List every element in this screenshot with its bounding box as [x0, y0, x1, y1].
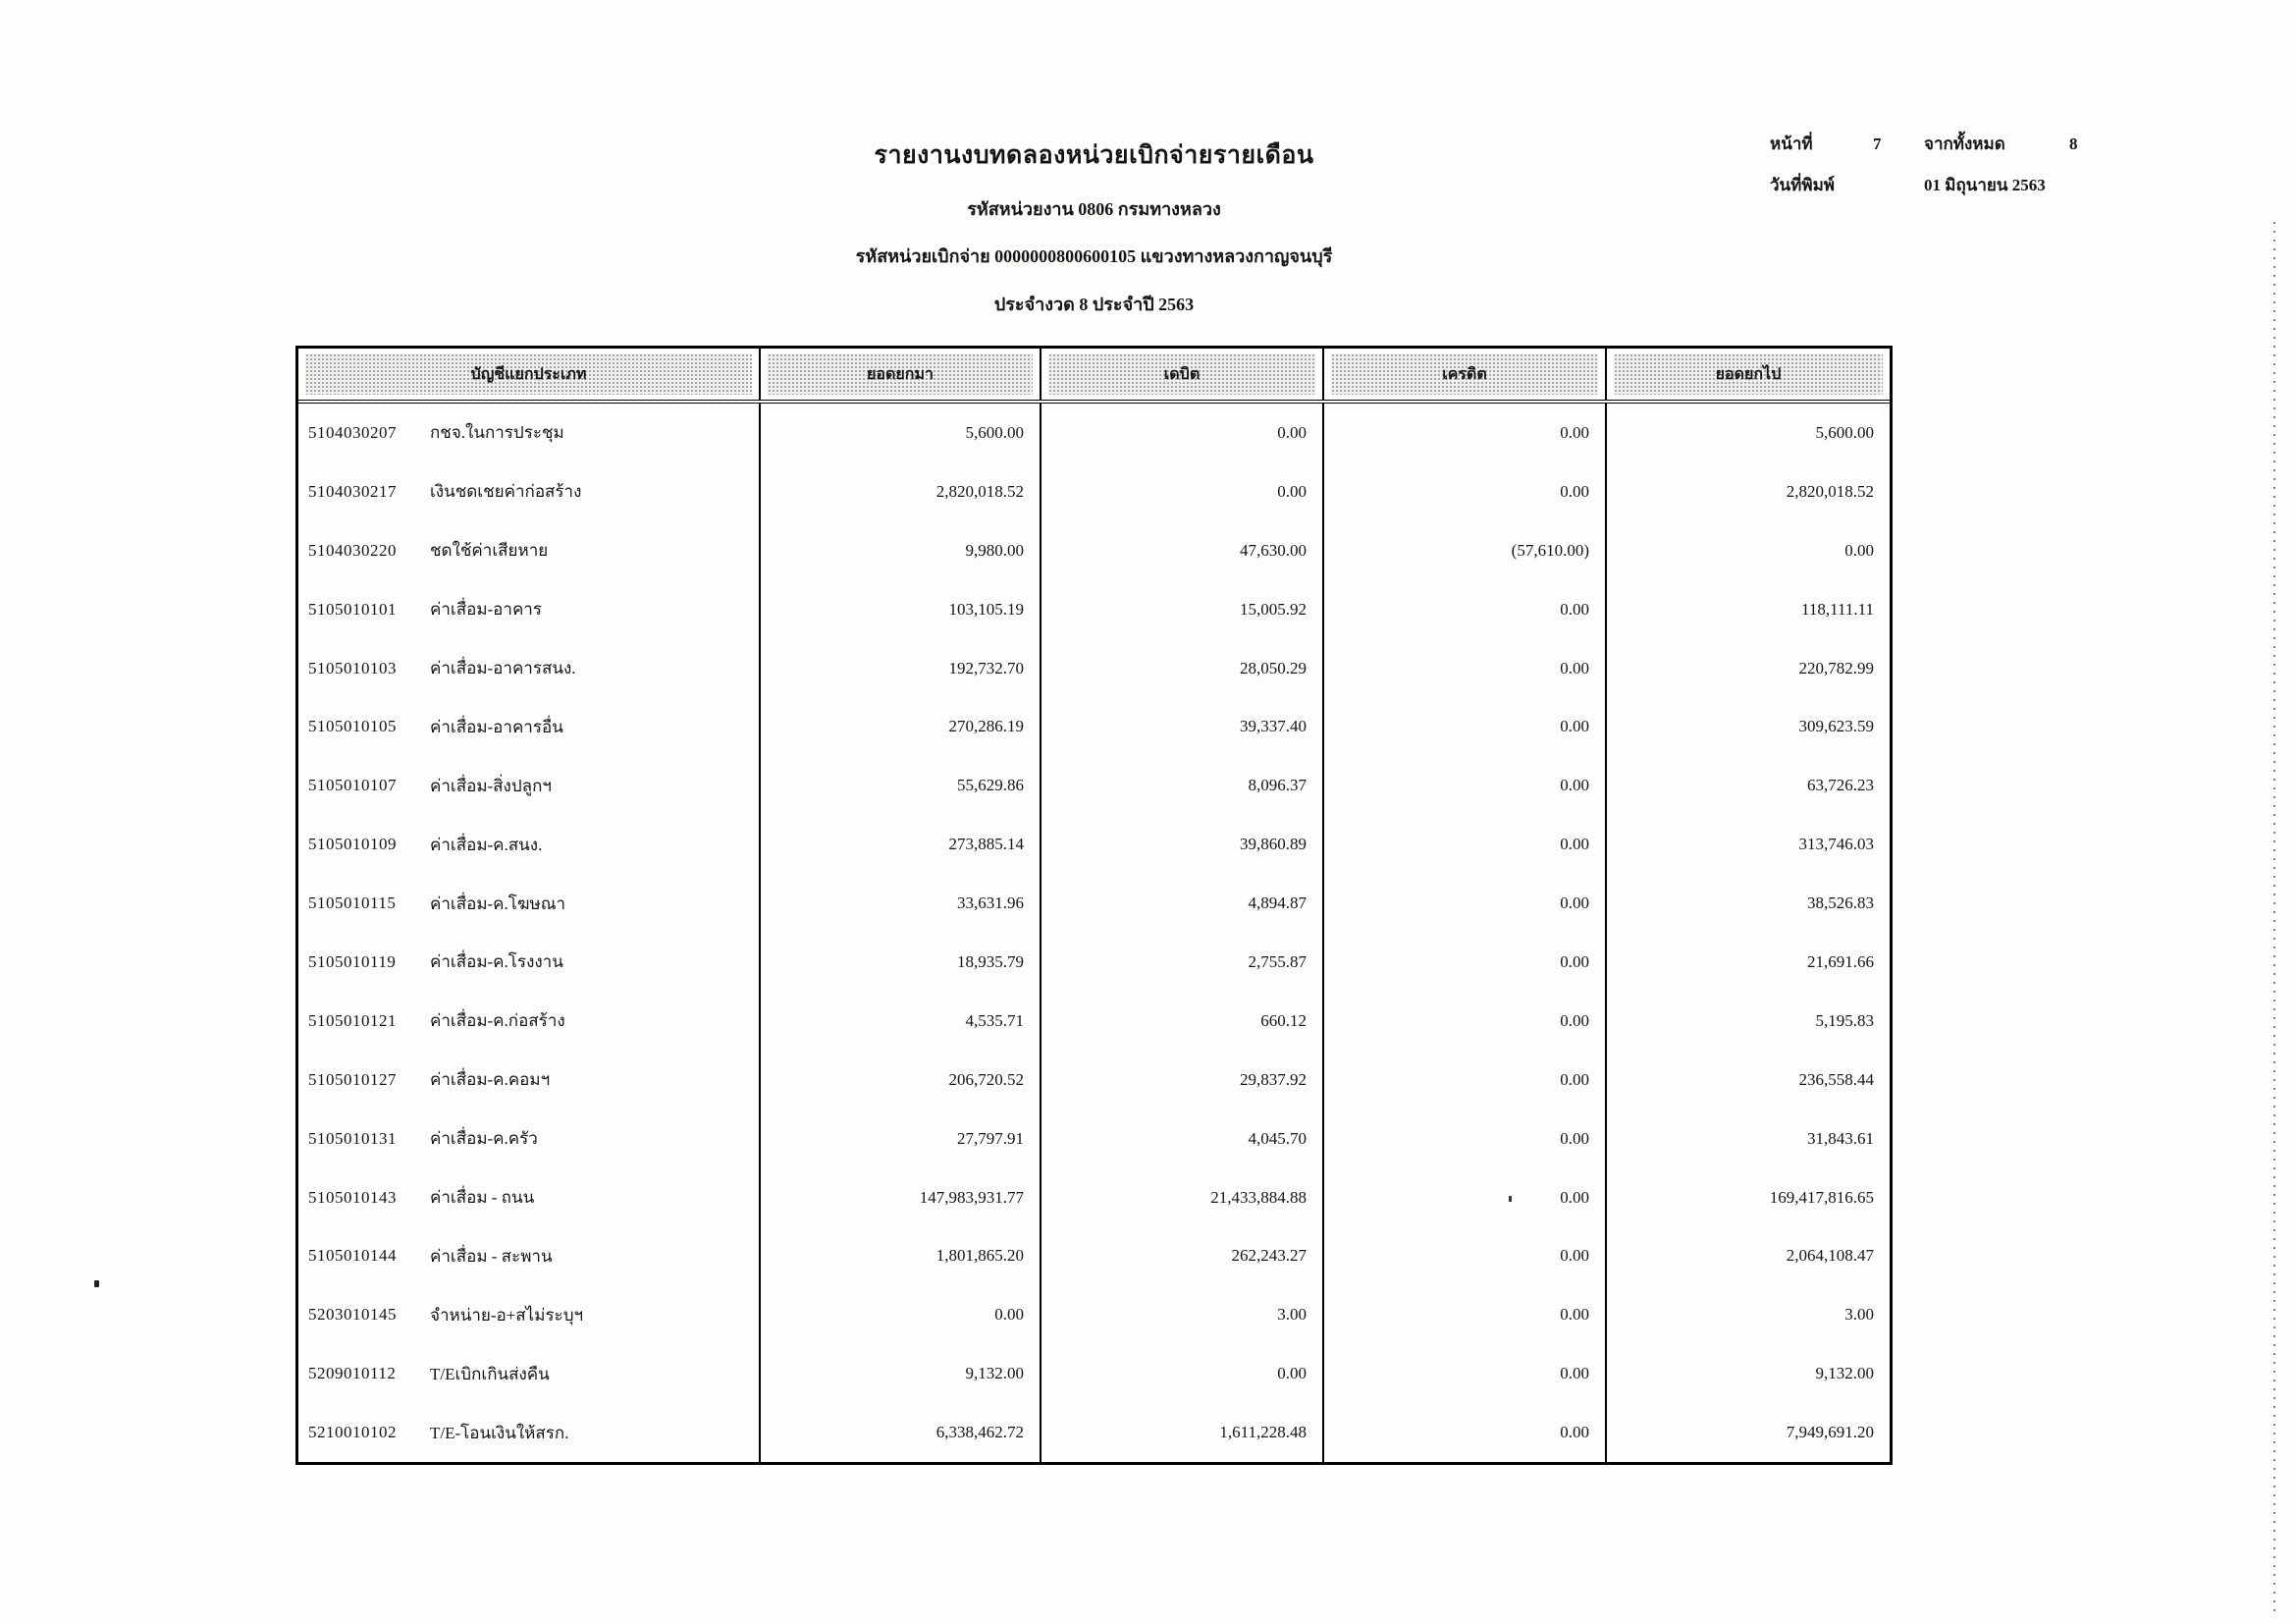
table-body — [298, 404, 1890, 1462]
account-code: 5105010127 — [308, 1069, 397, 1089]
credit-cell: 0.00 — [1322, 815, 1605, 874]
print-date-label: วันที่พิมพ์ — [1770, 176, 1835, 194]
debit-cell: 21,433,884.88 — [1040, 1168, 1322, 1227]
account-name: ค่าเสื่อม-สิ่งปลูกฯ — [430, 776, 552, 795]
credit-cell: 0.00 — [1322, 697, 1605, 756]
account-code: 5210010102 — [308, 1423, 397, 1442]
account-cell — [298, 1344, 759, 1403]
period-line: ประจำงวด 8 ประจำปี 2563 — [993, 295, 1195, 314]
credit-cell: 0.00 — [1322, 1226, 1605, 1285]
credit-cell: 0.00 — [1322, 1285, 1605, 1344]
col-header-account-label: บัญชีแยกประเภท — [305, 353, 752, 395]
account-cell — [298, 1403, 759, 1462]
debit-cell: 8,096.37 — [1040, 756, 1322, 815]
balance-bf-cell: 103,105.19 — [759, 580, 1040, 639]
account-code: 5105010121 — [308, 1010, 397, 1030]
table-row — [298, 992, 1890, 1051]
col-header-account — [298, 349, 759, 400]
trial-balance-table — [295, 346, 1893, 1465]
debit-cell: 39,337.40 — [1040, 697, 1322, 756]
account-code: 5104030207 — [308, 422, 397, 442]
account-code: 5203010145 — [308, 1305, 397, 1325]
balance-bf-cell: 55,629.86 — [759, 756, 1040, 815]
table-row — [298, 1403, 1890, 1462]
account-cell — [298, 933, 759, 992]
balance-bf-cell: 1,801,865.20 — [759, 1226, 1040, 1285]
account-name: ค่าเสื่อม-ค.คอมฯ — [430, 1070, 551, 1090]
balance-bf-cell: 6,338,462.72 — [759, 1403, 1040, 1462]
account-cell — [298, 1051, 759, 1110]
balance-cf-cell: 236,558.44 — [1605, 1051, 1890, 1110]
table-row — [298, 462, 1890, 521]
balance-cf-cell: 2,064,108.47 — [1605, 1226, 1890, 1285]
debit-cell: 4,045.70 — [1040, 1110, 1322, 1168]
page-total-label: จากทั้งหมด — [1924, 135, 2005, 153]
account-cell — [298, 756, 759, 815]
balance-cf-cell: 118,111.11 — [1605, 580, 1890, 639]
col-header-balance-bf-label: ยอดยกมา — [768, 353, 1033, 395]
account-code: 5105010131 — [308, 1128, 397, 1148]
col-header-credit — [1322, 349, 1605, 400]
balance-bf-cell: 18,935.79 — [759, 933, 1040, 992]
account-name: จำหน่าย-อ+สไม่ระบุฯ — [430, 1305, 584, 1325]
account-code: 5105010105 — [308, 717, 397, 736]
credit-cell: 0.00 — [1322, 756, 1605, 815]
account-name: ค่าเสื่อม-อาคาร — [430, 600, 542, 620]
balance-bf-cell: 192,732.70 — [759, 639, 1040, 698]
account-name: ค่าเสื่อม - ถนน — [430, 1188, 535, 1208]
account-cell — [298, 874, 759, 933]
account-cell — [298, 404, 759, 462]
balance-bf-cell: 270,286.19 — [759, 697, 1040, 756]
account-name: T/Eเบิกเกินส่งคืน — [430, 1364, 550, 1383]
debit-cell: 262,243.27 — [1040, 1226, 1322, 1285]
account-code: 5105010101 — [308, 599, 397, 619]
credit-cell: 0.00 — [1322, 1168, 1605, 1227]
account-name: T/E-โอนเงินให้สรก. — [430, 1423, 569, 1442]
account-code: 5104030217 — [308, 481, 397, 501]
table-row — [298, 521, 1890, 580]
table-row — [298, 756, 1890, 815]
balance-bf-cell: 206,720.52 — [759, 1051, 1040, 1110]
balance-bf-cell: 4,535.71 — [759, 992, 1040, 1051]
col-header-balance-cf-label: ยอดยกไป — [1614, 353, 1883, 395]
page-number-line — [1770, 131, 2094, 157]
balance-cf-cell: 220,782.99 — [1605, 639, 1890, 698]
balance-bf-cell: 0.00 — [759, 1285, 1040, 1344]
report-title: รายงานงบทดลองหน่วยเบิกจ่ายรายเดือน — [874, 142, 1314, 169]
account-code: 5105010143 — [308, 1187, 397, 1207]
credit-cell: 0.00 — [1322, 933, 1605, 992]
debit-cell: 0.00 — [1040, 1344, 1322, 1403]
balance-bf-cell: 5,600.00 — [759, 404, 1040, 462]
page-total: 8 — [2069, 135, 2078, 153]
account-cell — [298, 697, 759, 756]
balance-bf-cell: 273,885.14 — [759, 815, 1040, 874]
account-name: กชจ.ในการประชุม — [430, 423, 564, 443]
account-cell — [298, 1168, 759, 1227]
account-code: 5105010109 — [308, 835, 397, 854]
account-cell — [298, 992, 759, 1051]
credit-cell: 0.00 — [1322, 580, 1605, 639]
account-code: 5105010144 — [308, 1246, 397, 1266]
disbursing-unit-line: รหัสหน่วยเบิกจ่าย 0000000800600105 แขวงทางหลวงกาญจนบุรี — [855, 246, 1333, 266]
balance-bf-cell: 9,132.00 — [759, 1344, 1040, 1403]
credit-cell: 0.00 — [1322, 462, 1605, 521]
account-code: 5209010112 — [308, 1364, 397, 1383]
balance-cf-cell: 2,820,018.52 — [1605, 462, 1890, 521]
account-code: 5104030220 — [308, 540, 397, 560]
table-row — [298, 1285, 1890, 1344]
table-row — [298, 1226, 1890, 1285]
account-name: ค่าเสื่อม-ค.ก่อสร้าง — [430, 1011, 565, 1031]
account-name: ค่าเสื่อม-ค.โรงงาน — [430, 952, 563, 972]
balance-cf-cell: 9,132.00 — [1605, 1344, 1890, 1403]
table-row — [298, 815, 1890, 874]
balance-cf-cell: 313,746.03 — [1605, 815, 1890, 874]
table-row — [298, 1344, 1890, 1403]
debit-cell: 3.00 — [1040, 1285, 1322, 1344]
account-name: ค่าเสื่อม-ค.สนง. — [430, 835, 543, 854]
scan-artifact-speck — [1509, 1196, 1512, 1202]
page-label: หน้าที่ — [1770, 135, 1813, 153]
balance-cf-cell: 5,195.83 — [1605, 992, 1890, 1051]
balance-cf-cell: 7,949,691.20 — [1605, 1403, 1890, 1462]
credit-cell: 0.00 — [1322, 1110, 1605, 1168]
balance-cf-cell: 21,691.66 — [1605, 933, 1890, 992]
credit-cell: 0.00 — [1322, 639, 1605, 698]
account-name: ชดใช้ค่าเสียหาย — [430, 541, 549, 561]
balance-cf-cell: 0.00 — [1605, 521, 1890, 580]
credit-cell: 0.00 — [1322, 404, 1605, 462]
account-name: ค่าเสื่อม-อาคารสนง. — [430, 659, 576, 677]
credit-cell: 0.00 — [1322, 992, 1605, 1051]
balance-bf-cell: 27,797.91 — [759, 1110, 1040, 1168]
page-meta — [1770, 131, 2094, 213]
debit-cell: 0.00 — [1040, 404, 1322, 462]
debit-cell: 29,837.92 — [1040, 1051, 1322, 1110]
debit-cell: 4,894.87 — [1040, 874, 1322, 933]
account-name: เงินชดเชยค่าก่อสร้าง — [430, 482, 582, 502]
page-number: 7 — [1873, 135, 1882, 153]
balance-bf-cell: 147,983,931.77 — [759, 1168, 1040, 1227]
balance-cf-cell: 169,417,816.65 — [1605, 1168, 1890, 1227]
credit-cell: 0.00 — [1322, 1344, 1605, 1403]
account-name: ค่าเสื่อม - สะพาน — [430, 1246, 553, 1266]
debit-cell: 0.00 — [1040, 462, 1322, 521]
table-row — [298, 639, 1890, 698]
debit-cell: 39,860.89 — [1040, 815, 1322, 874]
credit-cell: (57,610.00) — [1322, 521, 1605, 580]
account-cell — [298, 1285, 759, 1344]
table-row — [298, 874, 1890, 933]
debit-cell: 2,755.87 — [1040, 933, 1322, 992]
credit-cell: 0.00 — [1322, 1403, 1605, 1462]
balance-cf-cell: 5,600.00 — [1605, 404, 1890, 462]
account-code: 5105010119 — [308, 951, 397, 971]
table-row — [298, 1051, 1890, 1110]
debit-cell: 15,005.92 — [1040, 580, 1322, 639]
col-header-credit-label: เครดิต — [1331, 353, 1598, 395]
balance-cf-cell: 38,526.83 — [1605, 874, 1890, 933]
table-row — [298, 933, 1890, 992]
account-cell — [298, 1110, 759, 1168]
debit-cell: 47,630.00 — [1040, 521, 1322, 580]
balance-cf-cell: 309,623.59 — [1605, 697, 1890, 756]
col-header-balance-cf — [1605, 349, 1890, 400]
account-code: 5105010107 — [308, 776, 397, 795]
balance-bf-cell: 9,980.00 — [759, 521, 1040, 580]
balance-cf-cell: 31,843.61 — [1605, 1110, 1890, 1168]
table-header-row — [298, 349, 1890, 404]
debit-cell: 660.12 — [1040, 992, 1322, 1051]
account-code: 5105010115 — [308, 893, 397, 913]
table-row — [298, 580, 1890, 639]
scan-artifact-dotted-line — [2273, 222, 2275, 1612]
credit-cell: 0.00 — [1322, 874, 1605, 933]
scan-artifact-speck — [94, 1280, 99, 1287]
account-cell — [298, 521, 759, 580]
account-name: ค่าเสื่อม-อาคารอื่น — [430, 717, 563, 736]
account-cell — [298, 639, 759, 698]
balance-bf-cell: 33,631.96 — [759, 874, 1040, 933]
balance-bf-cell: 2,820,018.52 — [759, 462, 1040, 521]
debit-cell: 1,611,228.48 — [1040, 1403, 1322, 1462]
balance-cf-cell: 3.00 — [1605, 1285, 1890, 1344]
col-header-debit-label: เดบิต — [1048, 353, 1315, 395]
table-row — [298, 1168, 1890, 1227]
debit-cell: 28,050.29 — [1040, 639, 1322, 698]
account-cell — [298, 580, 759, 639]
credit-cell: 0.00 — [1322, 1051, 1605, 1110]
print-date-line — [1770, 172, 2094, 198]
col-header-balance-bf — [759, 349, 1040, 400]
print-date: 01 มิถุนายน 2563 — [1924, 176, 2046, 194]
table-row — [298, 1110, 1890, 1168]
account-name: ค่าเสื่อม-ค.โฆษณา — [430, 893, 566, 913]
agency-code-line: รหัสหน่วยงาน 0806 กรมทางหลวง — [967, 199, 1221, 219]
table-row — [298, 404, 1890, 462]
account-cell — [298, 815, 759, 874]
account-cell — [298, 462, 759, 521]
account-cell — [298, 1226, 759, 1285]
table-row — [298, 697, 1890, 756]
account-code: 5105010103 — [308, 658, 397, 677]
balance-cf-cell: 63,726.23 — [1605, 756, 1890, 815]
account-name: ค่าเสื่อม-ค.ครัว — [430, 1129, 538, 1149]
col-header-debit — [1040, 349, 1322, 400]
